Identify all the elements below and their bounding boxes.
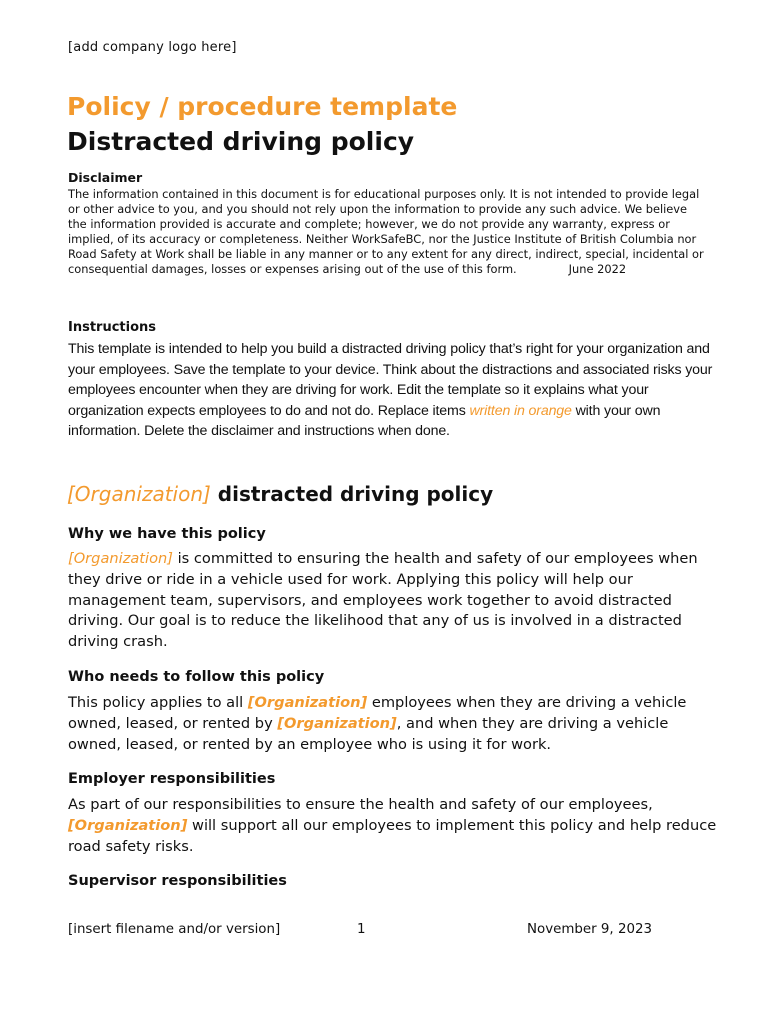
disclaimer-date: June 2022 — [568, 262, 627, 276]
organization-placeholder: [Organization] — [68, 550, 173, 567]
template-title: Policy / procedure template — [67, 92, 458, 121]
why-heading: Why we have this policy — [68, 526, 266, 542]
document-title: Distracted driving policy — [67, 127, 415, 156]
employer-paragraph — [68, 795, 718, 857]
organization-placeholder: [Organization] — [277, 714, 397, 732]
instructions-text-part2: with your own information. Delete the disclaimer and instructions when done. — [68, 402, 661, 440]
policy-title-text: distracted driving policy — [210, 482, 494, 506]
instructions-text-part1: This template is intended to help you build a distracted driving policy that’s right for your organization and your employees. Save the template to your device. Think about the distractions and associated risks your employees encounter when they are driving for work. Edit the template so it explains what your organization expects employees to do and not do. Replace items — [68, 341, 713, 419]
instructions-text — [68, 339, 718, 442]
footer-date: November 9, 2023 — [527, 922, 653, 937]
footer-page-number: 1 — [357, 922, 366, 937]
who-paragraph — [68, 693, 718, 755]
why-text: is committed to ensuring the health and safety of our employees when they drive or ride in a vehicle used for work. Applying this policy will help our management team, supervisors, and employees work together to avoid distracted driving. Our goal is to reduce the likelihood that any of us is involved in a distracted driving crash. — [68, 550, 698, 651]
organization-placeholder: [Organization] — [247, 694, 368, 711]
orange-example-text: written in orange — [469, 402, 572, 419]
who-heading: Who needs to follow this policy — [68, 669, 325, 685]
employer-heading: Employer responsibilities — [68, 771, 276, 787]
organization-placeholder: [Organization] — [68, 816, 188, 834]
supervisor-heading: Supervisor responsibilities — [68, 873, 287, 889]
disclaimer-body: The information contained in this document is for educational purposes only. It is not intended to provide legal or other advice to you, and you should not rely upon the information to provide any such advice. We believe the information provided is accurate and complete; however, we do not provide any warranty, express or implied, of its accuracy or completeness. Neither WorkSafeBC, nor the Justice Institute of British Columbia nor Road Safety at Work shall be liable in any manner or to any extent for any direct, indirect, special, incidental or consequential damages, losses or expenses arising out of the use of this form. — [68, 187, 704, 276]
who-text-part1: This policy applies to all — [68, 694, 248, 711]
organization-placeholder: [Organization] — [67, 482, 211, 506]
employer-text-part1: As part of our responsibilities to ensure the health and safety of our employees, — [68, 796, 653, 813]
who-text-part3: , and when they are driving a vehicle owned, leased, or rented by an employee who is using it for work. — [68, 714, 669, 753]
company-logo-placeholder: [add company logo here] — [68, 40, 237, 55]
instructions-heading: Instructions — [68, 320, 157, 335]
why-paragraph — [68, 549, 718, 653]
footer-filename: [insert filename and/or version] — [68, 922, 281, 937]
employer-text-part2: will support all our employees to implement this policy and help reduce road safety risks. — [68, 816, 717, 855]
disclaimer-heading: Disclaimer — [68, 170, 143, 185]
policy-section-title — [67, 482, 493, 506]
disclaimer-text — [68, 187, 708, 277]
who-text-part2: employees when they are driving a vehicle owned, leased, or rented by — [68, 694, 687, 732]
